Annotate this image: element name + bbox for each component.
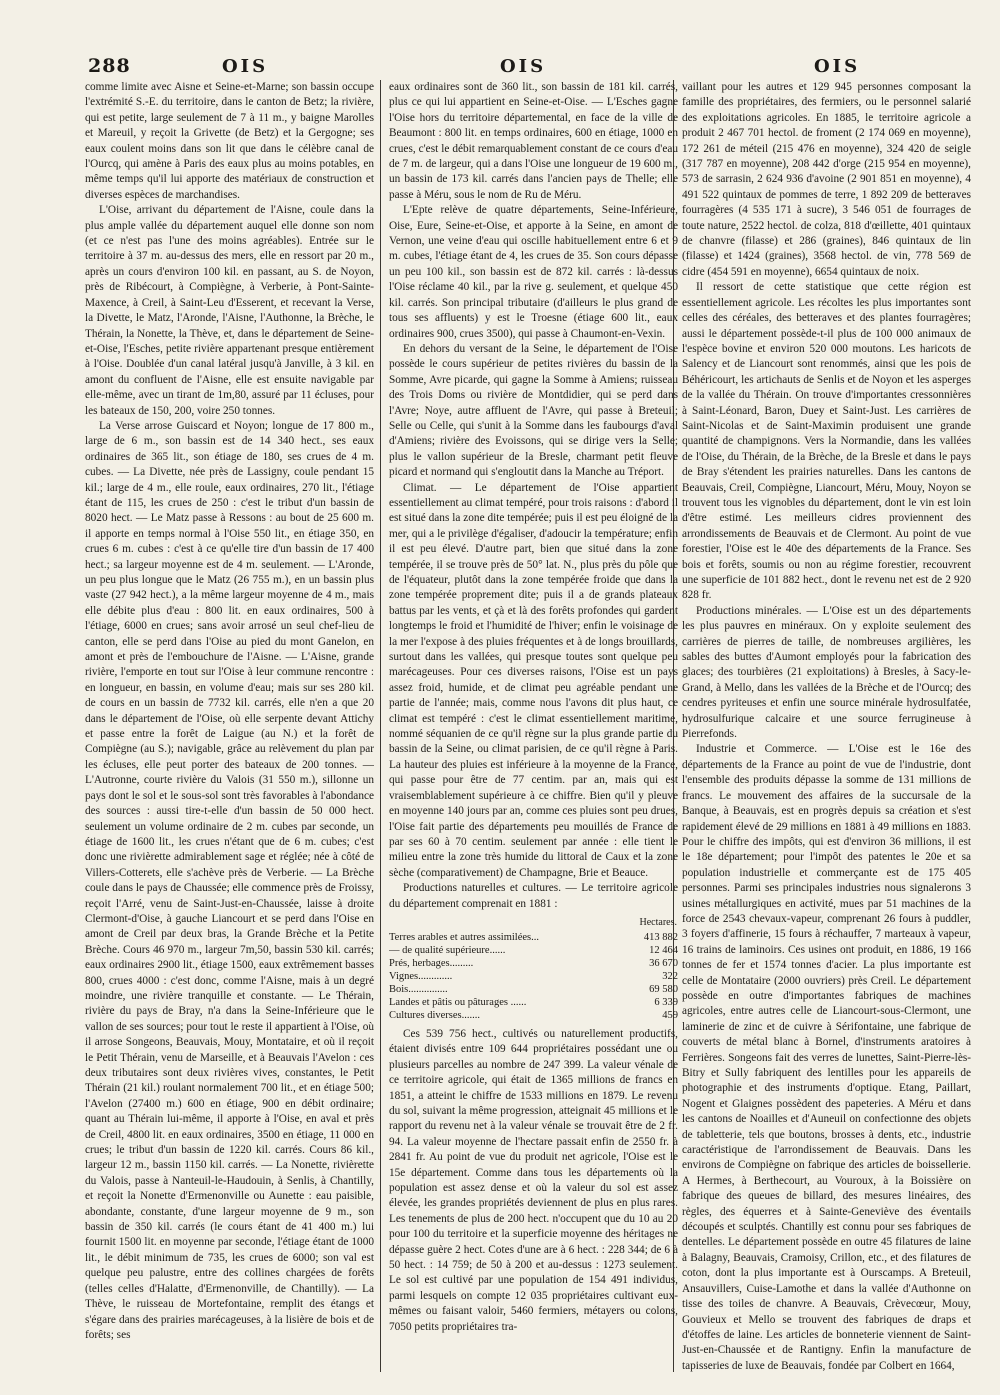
paragraph: L'Epte relève de quatre départements, Seine-Inférieure, Oise, Eure, Seine-et-Oise, et apporte à la Seine, en amont de Vernon, une veine d'eau qui oscille habituellement entre 6 et 9 m. cubes, l'étiage étant de 4, les crues de 35. Son cours dépasse un peu 100 kil., son bassin est de 872 kil. carrés : là-dessus l'Oise réclame 40 kil., par la rive g. seulement, et quelque 450 kil. carrés. Son principal tributaire (d'ailleurs le plus grand de tous ses affluents) y est le Troesne (étiage 600 lit., eaux ordinaires 900, crues 3500), qui passe à Chaumont-en-Vexin. <box>389 204 678 340</box>
table-row <box>389 996 678 1009</box>
table-cell-value: 459 <box>662 1009 678 1021</box>
table-cell-value: 6 339 <box>654 996 678 1008</box>
paragraph: En dehors du versant de la Seine, le département de l'Oise possède le cours supérieur de petites rivières du bassin de la Somme, Avre picarde, qui gagne la Somme à Amiens; ruisseau des Trois Doms ou rivière de Montdidier, qui se perd dans l'Avre; Noye, autre affluent de l'Avre, qui passe à Breteuil; Selle ou Celle, qui s'unit à la Somme dans les faubourgs d'aval d'Amiens; rivière des Evoissons, qui se dirige vers la Selle; plus le vallon supérieur de la Bresle, charmant petit fleuve picard et normand qui s'engloutit dans la Manche au Tréport. <box>389 342 678 479</box>
paragraph: Industrie et Commerce. — L'Oise est le 16e des départements de la France au point de vue de l'industrie, dont l'ensemble des produits dépasse la somme de 131 millions de francs. Le mouvement des affaires de la succursale de la Banque, à Beauvais, est en progrès depuis sa création et s'est rapidement élevé de 29 millions en 1881 à 49 millions en 1883. Pour le chiffre des impôts, qui est d'environ 36 millions, il est le 18e département; pour l'impôt des patentes le 20e et sa population industrielle et commerçante est de 175 405 personnes. Parmi ses principales industries nous signalerons 3 usines métallurgiques en activité, mues par 51 machines de la force de 2543 chevaux-vapeur, comprenant 26 fours à puddler, 3 foyers d'affinerie, 15 fours à réchauffer, 7 marteaux à vapeur, 16 trains de laminoirs. Ces usines ont produit, en 1886, 19 166 tonnes de fer et 1574 tonnes d'acier. La plus importante est celle de Montataire (2000 ouvriers) près Creil. Le département possède en outre d'importantes fabriques de machines agricoles, entre autres celle de Liancourt-sous-Clermont, une laminerie de zinc et de cuivre à Sérifontaine, une fabrique de couverts de métal blanc à Bornel, d'instruments aratoires à Ferrières. Songeons fait des verres de lunettes, Saint-Pierre-lès-Bitry et Sully fabriquent des lentilles pour les appareils de photographie et des instruments d'optique. Etang, Paillart, Nogent et Glaignes possèdent des papeteries. A Méru et dans les cantons de Noailles et d'Auneuil on confectionne des objets de tabletterie, tels que boutons, brosses à dents, etc., industrie caractéristique de l'arrondissement de Beauvais. Dans les environs de Compiègne on fabrique des articles de boissellerie. A Hermes, à Berthecourt, au Vouroux, à la Boissière on fabrique des queues de billard, des mesures linéaires, des règles, des équerres et à Sainte-Geneviève des éventails découpés et sculptés. Chantilly est connu pour ses fabriques de dentelles. Le département possède en outre 45 filatures de laine à Balagny, Beauvais, Cramoisy, Crillon, etc., et des filatures de coton, dont la plus importante est à Ourscamps. A Breteuil, Ansauvillers, Cuise-Lamothe et dans la vallée d'Authonne on tisse des toiles de chanvre. A Beauvais, Crèvecœur, Mouy, Gouvieux et Mello se trouvent des fabriques de draps et d'étoffes de laine. Les articles de bonneterie viennent de Saint-Just-en-Chaussée et de Rantigny. Enfin la manufacture de tapisseries de luxe de Beauvais, fondée par Colbert en 1664, <box>682 743 971 1372</box>
paragraph: Productions naturelles et cultures. — Le territoire agricole du département comprenait en 1881 : <box>389 882 678 910</box>
running-head-center: OIS <box>500 56 547 77</box>
running-head-right: OIS <box>814 56 861 77</box>
text-column-left <box>85 80 374 1372</box>
table-cell-label: Vignes............. <box>389 970 453 982</box>
table-cell-label: — de qualité supérieure...... <box>389 944 506 956</box>
table-cell-value: 413 882 <box>643 931 678 943</box>
paragraph: Ces 539 756 hect., cultivés ou naturellement productifs, étaient divisés entre 109 644 propriétaires possédant une ou plusieurs parcelles au nombre de 247 399. La valeur vénale de ce territoire agricole, qui était de 1365 millions de francs en 1851, a atteint le chiffre de 1533 millions en 1879. Le revenu du sol, suivant la même progression, atteignait 45 millions et le rapport du revenu net à la valeur vénale se trouvait être de 2 fr. 94. La valeur moyenne de l'hectare passait enfin de 2550 fr. à 2841 fr. Au point de vue du produit net agricole, l'Oise est le 15e département. Comme dans tous les départements où la population est assez dense et où la valeur du sol est assez élevée, les grandes propriétés deviennent de plus en plus rares. Les tenements de plus de 200 hect. n'occupent que du 10 au 20 pour 100 du territoire et la superficie moyenne des héritages ne dépasse guère 2 hect. Cotes d'une are à 6 hect. : 228 344; de 6 à 50 hect. : 14 759; de 50 à 200 et au-dessus : 1273 seulement. Le sol est cultivé par une population de 154 491 individus, parmi lesquels on compte 12 035 propriétaires cultivant eux-mêmes ou faisant valoir, 5460 fermiers, métayers ou colons, 7050 petits propriétaires tra- <box>389 1027 678 1333</box>
column-rule <box>380 80 381 1372</box>
table-row <box>389 957 678 970</box>
paragraph: Productions minérales. — L'Oise est un des départements les plus pauvres en minéraux. On y exploite seulement des carrières de pierres de taille, de nombreuses argilières, les sables des buttes d'Aumont employés pour la fabrication des glaces; des tourbières (21 exploitations) à Bresles, à Sacy-le-Grand, à Mello, dans les vallées de la Brèche et de l'Ourcq; des cendres pyriteuses et enfin une source minérale hydrosulfatée, hydrosulfurique calcaire et une source ferrugineuse à Pierrefonds. <box>682 604 971 741</box>
table-row <box>389 931 678 944</box>
paragraph: eaux ordinaires sont de 360 lit., son bassin de 181 kil. carrés, plus ce qui lui appartient en Seine-et-Oise. — L'Esches gagne l'Oise hors du territoire départemental, en face de la ville de Beaumont : 800 lit. en temps ordinaires, 600 en étiage, 1000 en crues, c'est le débit remarquablement constant de ce cours d'eau de 7 m. de largeur, qui a dans l'Oise une longueur de 19 600 m., un bassin de 173 kil. carrés dans l'ancien pays de Thelle; elle passe à Méru, sous le nom de Ru de Méru. <box>389 81 678 201</box>
table-cell-label: Landes et pâtis ou pâturages ...... <box>389 996 527 1008</box>
table-cell-label: Bois............... <box>389 983 448 995</box>
table-cell-label: Prés, herbages......... <box>389 957 474 969</box>
paragraph: comme limite avec Aisne et Seine-et-Marne; son bassin occupe l'extrémité S.-E. du territoire, dans le canton de Betz; la rivière, qui est petite, large seulement de 7 à 11 m., y baigne Marolles et Mareuil, y reçoit la Grivette (de Betz) et la Gergogne; ses eaux coulent moins dans son lit que dans le célèbre canal de l'Ourcq, qui amène à Paris des eaux plus au moins potables, en même temps qu'il lui apporte des matériaux de construction et diverses espèces de marchandises. <box>85 81 374 201</box>
running-head-left: OIS <box>222 56 269 77</box>
paragraph: L'Oise, arrivant du département de l'Aisne, coule dans la plus ample vallée du département auquel elle donne son nom (et ce n'est pas l'une des moins agréables). Entrée sur le territoire à 37 m. au-dessus des mers, elle en ressort par 20 m., après un cours d'environ 100 kil. en passant, au S. de Noyon, près de Ribécourt, à Compiègne, à Verberie, à Pont-Sainte-Maxence, à Creil, à Saint-Leu d'Esserent, et recevant la Verse, la Divette, le Matz, l'Aronde, l'Aisne, l'Authonne, la Brèche, le Thérain, la Nonette, la Thève, et, dans le département de Seine-et-Oise, l'Esches, petite rivière appartenant presque entièrement à l'Oise. Doublée d'un canal latéral jusqu'à Janville, à 3 kil. en amont du confluent de l'Aisne, elle est ensuite navigable par elle-même, avec un tirant de 1m,80, assuré par 11 écluses, pour les bateaux de 150, 200, voire 250 tonnes. <box>85 204 374 417</box>
paragraph: La Verse arrose Guiscard et Noyon; longue de 17 800 m., large de 6 m., son bassin est de 14 340 hect., ses eaux ordinaires de 365 lit., son étiage de 180, ses crues de 4 m. cubes. — La Divette, née près de Lassigny, coule pendant 15 kil.; large de 4 m., elle roule, eaux ordinaires, 270 lit., l'étiage étant de 115, les crues de 250 : c'est le tribut d'un bassin de 8020 hect. — Le Matz passe à Ressons : au bout de 25 600 m. il apporte en temps normal à l'Oise 550 lit., en étiage 350, en crues 6 m. cubes : c'est à ce qu'elle tire d'un bassin de 17 400 hect.; sa largeur moyenne est de 4 m. seulement. — L'Aronde, un peu plus longue que le Matz (26 755 m.), en un bassin plus vaste (27 942 hect.), a la même largeur moyenne de 4 m., mais elle débite plus d'eau : 800 lit. en eaux ordinaires, 500 à l'étiage, 6000 en crues; sans avoir arrosé un seul chef-lieu de canton, elle se perd dans l'Oise au pied du mont Ganelon, en amont et près de l'embouchure de l'Aisne. — L'Aisne, grande rivière, l'emporte en tout sur l'Oise à leur commune rencontre : en longueur, en bassin, en volume d'eau; mais sur ses 280 kil. de cours en un bassin de 7732 kil. carrés, elle n'en a que 20 dans le département de l'Oise, où elle serpente devant Attichy et passe entre la forêt de Laigue (au N.) et la forêt de Compiègne (au S.); navigable, grâce au relèvement du plan par les écluses, elle peut porter des bateaux de 200 tonnes. — L'Autronne, courte rivière du Valois (31 550 m.), sillonne un pays dont le sol et le sous-sol sont très favorables à l'abondance des sources : aussi tire-t-elle d'un bassin de 50 000 hect. seulement un volume ordinaire de 2 m. cubes par seconde, un étiage de 1600 lit., les crues n'étant que de 6 m. cubes; c'est donc une rivièrette admirablement sage et réglée; née à côté de Villers-Cotterets, elle s'achève près de Verberie. — La Brèche coule dans le pays de Chaussée; elle commence près de Froissy, reçoit l'Arré, venu de Saint-Just-en-Chaussée, laisse à droite Clermont-d'Oise, à gauche Liancourt et se perd dans l'Oise en amont de Creil par deux bras, la Grande Brèche et la Petite Brèche. Cours 46 970 m., largeur 7m,50, bassin 530 kil. carrés; eaux ordinaires 2900 lit., étiage 1500, eaux extrêmement basses 800, crues 4000 : c'est donc, comme l'Aisne, mais à un degré moindre, une rivière tranquille et constante. — Le Thérain, rivière du pays de Bray, n'a dans la Seine-Inférieure que le vallon de ses sources; pour tout le reste il appartient à l'Oise, où il arrose Songeons, Beauvais, Mouy, Montataire, et où il reçoit le Petit Thérain, venu de Marseille, et à Beauvais l'Avelon : ces deux tributaires sont deux rivières vives, constantes, le Petit Thérain (21 kil.) roulant normalement 700 lit., et en étiage 500; l'Avelon (27400 m.) 600 en étiage, 900 en débit ordinaire; quant au Thérain lui-même, il apporte à l'Oise, en aval et près de Creil, 4800 lit. en eaux ordinaires, 3500 en étiage, 11 000 en crues; le tribut d'un bassin de 1220 kil. carrés. Cours 86 kil., largeur 12 m., bassin 1150 kil. carrés. — La Nonette, rivièrette du Valois, passe à Nanteuil-le-Haudouin, à Senlis, à Chantilly, et reçoit la Nonette d'Ermenonville ou Aunette : eau paisible, abondante, constante, d'une largeur moyenne de 9 m., son bassin de 350 kil. carrés (le cours étant de 41 400 m.) lui fournit 1500 lit. en moyenne par seconde, l'étiage étant de 1000 lit., le débit minimum de 735, les crues de 6000; son val est quelque peu palustre, entre des collines chargées de forêts (telles celles d'Halatte, d'Ermenonville, de Chantilly). — La Thève, le ruisseau de Mortefontaine, remplit des étangs et s'égare dans des prairies marécageuses, à la lisière de bois et de forêts; ses <box>85 419 374 1341</box>
table-cell-label: Terres arables et autres assimilées... <box>389 931 539 943</box>
table-cell-value: 322 <box>662 970 678 982</box>
table-row <box>389 944 678 957</box>
table-cell-value: 69 580 <box>649 983 678 995</box>
paragraph: Il ressort de cette statistique que cette région est essentiellement agricole. Les récoltes les plus importantes sont celles des céréales, des betteraves et des plantes fourragères; aussi le département possède-t-il plus de 100 000 animaux de l'espèce bovine et environ 520 000 moutons. Les haricots de Salency et de Liancourt sont renommés, ainsi que les pois de Béhéricourt, les artichauts de Senlis et de Noyon et les asperges de la vallée du Thérain. On trouve d'importantes cressonnières à Saint-Léonard, Baron, Duey et Saint-Just. Les carrières de Saint-Nicolas et de Saint-Maximin produisent une grande quantité de champignons. Vers la Normandie, dans les vallées de l'Oise, du Thérain, de la Brèche, de la Bresle et dans le pays de Bray s'étendent les prairies naturelles. Dans les cantons de Beauvais, Creil, Compiègne, Liancourt, Méru, Mouy, Noyon se trouvent tous les vignobles du département, dont le vin est loin d'être estimé. Les meilleurs cidres proviennent des arrondissements de Beauvais et de Clermont. Au point de vue forestier, l'Oise est le 40e des départements de la France. Ses bois et forêts, soumis ou non au régime forestier, recouvrent une superficie de 101 882 hect., dont le revenu net est de 2 920 828 fr. <box>682 281 971 602</box>
page-number: 288 <box>88 55 131 77</box>
paragraph: Climat. — Le département de l'Oise appartient essentiellement au climat tempéré, pour trois raisons : d'abord il est situé dans la zone dite tempérée; puis il est peu éloigné de la mer, qui a le privilège d'égaliser, d'adoucir la température; enfin il est peu élevé. D'autre part, bien que situé dans la zone tempérée, il se trouve près de 50° lat. N., plus près du pôle que de l'équateur, plutôt dans la zone tempérée froide que dans la zone tempérée proprement dite; puis il a de grands plateaux battus par les vents, et çà et là des forêts profondes qui gardent longtemps le froid et l'humidité de l'hiver; enfin le voisinage de la mer l'expose à des pluies fréquentes et à de longs brouillards, surtout dans les vallées, qui presque toutes sont quelque peu marécageuses. Pour ces diverses raisons, l'Oise est un pays assez froid, humide, et de climat peu agréable pendant une partie de l'année; mais, comme nous l'avons dit plus haut, ce climat est tempéré : c'est le climat essentiellement maritime, nommé séquanien de ce qu'il règne sur la plus grande partie du bassin de la Seine, ou climat parisien, de ce qu'il règne à Paris. La hauteur des pluies est inférieure à la moyenne de la France, qui passe pour être de 77 centim. par an, mais qui est vraisemblablement supérieure à ce chiffre. Bien qu'il y pleuve en moyenne 140 jours par an, comme ces pluies sont peu drues, l'Oise fait partie des départements peu mouillés de France de par ses 60 à 70 centim. seulement par année : elle tient le milieu entre la zone très humide du littoral de Caux et la zone sèche (comparativement) de Champagne, Brie et Beauce. <box>389 481 678 879</box>
table-row <box>389 970 678 983</box>
land-use-table <box>389 915 678 1022</box>
table-cell-value: 36 670 <box>649 957 678 969</box>
table-row <box>389 983 678 996</box>
table-header: Hectares. <box>639 916 677 928</box>
table-cell-value: 12 464 <box>649 944 678 956</box>
text-column-middle <box>389 80 678 1372</box>
table-row <box>389 1009 678 1022</box>
text-column-right <box>682 80 971 1372</box>
table-cell-label: Cultures diverses....... <box>389 1009 480 1021</box>
paragraph: vaillant pour les autres et 129 945 personnes composant la famille des propriétaires, des fermiers, ou le personnel salarié des exploitations agricoles. En 1885, le territoire agricole a produit 2 467 701 hectol. de froment (2 174 069 en moyenne), 172 261 de méteil (215 476 en moyenne), 324 420 de seigle (317 787 en moyenne), 208 442 d'orge (215 954 en moyenne), 573 de sarrasin, 2 624 936 d'avoine (2 901 851 en moyenne), 4 491 522 quintaux de pommes de terre, 1 892 209 de betteraves fourragères (4 535 171 à sucre), 3 546 051 de fourrages de toute nature, 2522 hectol. de colza, 818 d'œillette, 401 quintaux de chanvre (filasse) et 286 (graines), 846 quintaux de lin (filasse) et 1424 (graines), 3568 hectol. de vin, 778 569 de cidre (454 591 en moyenne), 6654 quintaux de noix. <box>682 81 971 278</box>
